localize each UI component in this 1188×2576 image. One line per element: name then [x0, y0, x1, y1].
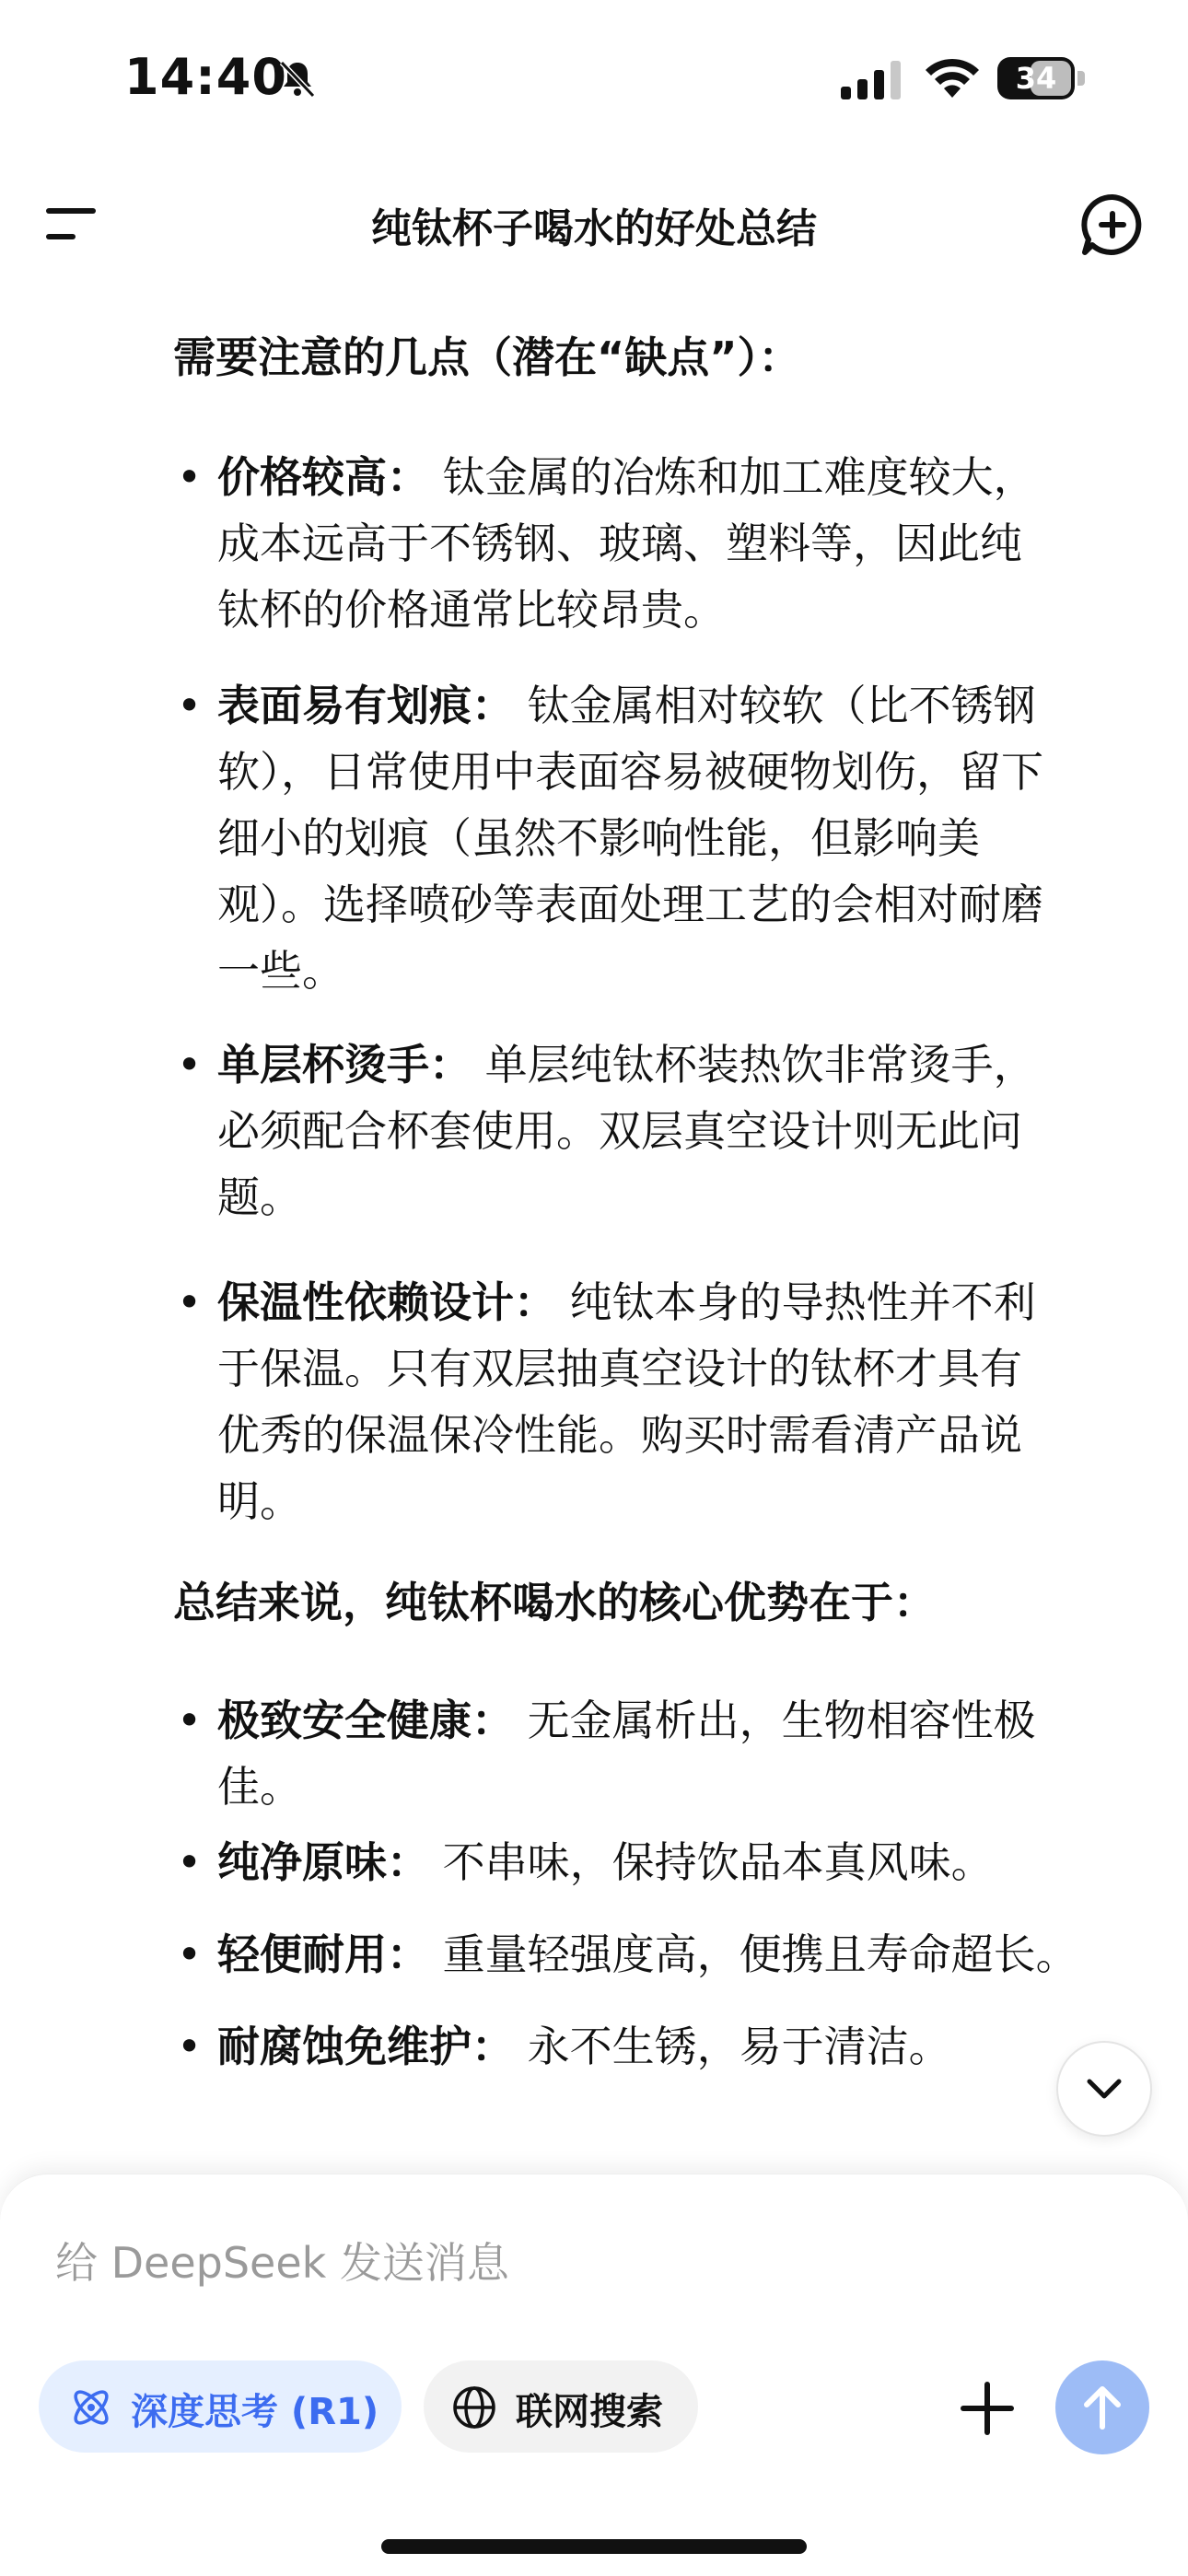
list-item-line: 一些。 — [217, 946, 344, 996]
list-item-line: 于保温。只有双层抽真空设计的钛杯才具有 — [217, 1344, 1022, 1393]
scroll-to-bottom-button[interactable] — [1056, 2041, 1152, 2137]
deep-think-toggle[interactable] — [39, 2360, 402, 2453]
section-heading: 需要注意的几点（潜在“缺点”）： — [173, 332, 801, 382]
chat-title: 纯钛杯子喝水的好处总结 — [371, 205, 817, 252]
list-item-line: 不串味，保持饮品本真风味。 — [442, 1837, 994, 1887]
list-item-label: 耐腐蚀免维护： — [217, 2022, 514, 2071]
list-item-line: 钛金属的冶炼和加工难度较大， — [442, 452, 1036, 502]
new-chat-icon[interactable] — [1079, 192, 1146, 258]
arrow-up-icon — [1076, 2381, 1129, 2434]
list-item-label: 表面易有划痕： — [217, 681, 514, 730]
globe-icon — [451, 2384, 497, 2430]
assistant-message: 需要注意的几点（潜在“缺点”）： • 价格较高： 钛金属的冶炼和加工难度较大， 成本远高于不锈钢、玻璃、塑料等，因此纯 钛杯的价格通常比较昂贵。 • 表面易有划痕： 钛金属相对较软（比不锈钢 软），日常使用中表面容易被硬物划伤，留下 细小的划痕（虽然不影响性能，但影响美 观）。选择喷砂等表面处理工艺的会相对耐磨 一些。 • 单层杯烫手： 单层纯钛杯装热饮非常烫手， 必须配合杯套使用。双层真空设计则无此问 题。 • 保温性依赖设计： 纯钛本身的导热性并不利 于保温。只有双层抽真空设计的钛杯才具有 优秀的保温保冷性能。购买时需看清产品说 明。 总结来说，纯钛杯喝水的核心优势在于： • 极致安全健康： 无金属析出，生物相容性极 佳。 • 纯净原味： 不串味，保持饮品本真风味。 • 轻便耐用： 重量轻强度高，便携且寿命超长。 • 耐腐蚀免维护： 永不生锈，易于清洁。 — [0, 295, 1188, 2174]
atom-icon — [68, 2384, 114, 2430]
status-time: 14:40 — [124, 48, 287, 106]
list-item-line: 题。 — [217, 1172, 302, 1222]
list-item-label: 保温性依赖设计： — [217, 1277, 556, 1327]
list-item-line: 佳。 — [217, 1762, 302, 1812]
cellular-signal-icon — [841, 61, 902, 99]
plus-icon[interactable] — [958, 2379, 1017, 2438]
list-item-line: 无金属析出，生物相容性极 — [527, 1696, 1036, 1745]
chevron-down-icon — [1084, 2070, 1124, 2107]
web-search-label: 联网搜索 — [516, 2391, 663, 2433]
wifi-icon — [924, 57, 981, 99]
message-composer — [0, 2174, 1188, 2576]
list-item-line: 优秀的保温保冷性能。购买时需看清产品说 — [217, 1410, 1022, 1460]
list-item-line: 明。 — [217, 1476, 302, 1526]
list-item-line: 纯钛本身的导热性并不利 — [569, 1277, 1036, 1327]
list-item-label: 纯净原味： — [217, 1837, 429, 1887]
list-item-line: 重量轻强度高，便携且寿命超长。 — [442, 1929, 1078, 1979]
list-item-label: 轻便耐用： — [217, 1929, 429, 1979]
list-item-line: 永不生锈，易于清洁。 — [527, 2022, 951, 2071]
home-indicator — [381, 2539, 807, 2554]
section-heading: 总结来说，纯钛杯喝水的核心优势在于： — [173, 1578, 936, 1627]
list-item-line: 必须配合杯套使用。双层真空设计则无此问 — [217, 1106, 1022, 1156]
list-item-line: 单层纯钛杯装热饮非常烫手， — [484, 1040, 1036, 1090]
message-input[interactable]: 给 DeepSeek 发送消息 — [55, 2238, 509, 2288]
bell-slash-icon — [276, 57, 319, 99]
list-item-line: 细小的划痕（虽然不影响性能，但影响美 — [217, 813, 980, 863]
list-item-label: 单层杯烫手： — [217, 1040, 472, 1090]
list-item-line: 软），日常使用中表面容易被硬物划伤，留下 — [217, 747, 1043, 797]
battery-percent: 34 — [1015, 61, 1057, 96]
send-button[interactable] — [1055, 2360, 1149, 2454]
deep-think-label: 深度思考 (R1) — [131, 2391, 379, 2433]
list-item-label: 极致安全健康： — [217, 1696, 514, 1745]
list-item-line: 钛杯的价格通常比较昂贵。 — [217, 585, 726, 635]
list-item-line: 钛金属相对较软（比不锈钢 — [527, 681, 1036, 730]
list-item-label: 价格较高： — [217, 452, 429, 502]
web-search-toggle[interactable] — [424, 2360, 698, 2453]
list-item-line: 观）。选择喷砂等表面处理工艺的会相对耐磨 — [217, 880, 1043, 929]
menu-icon[interactable] — [42, 204, 99, 243]
battery-icon — [997, 57, 1086, 99]
status-bar — [0, 0, 1188, 157]
list-item-line: 成本远高于不锈钢、玻璃、塑料等，因此纯 — [217, 519, 1022, 568]
